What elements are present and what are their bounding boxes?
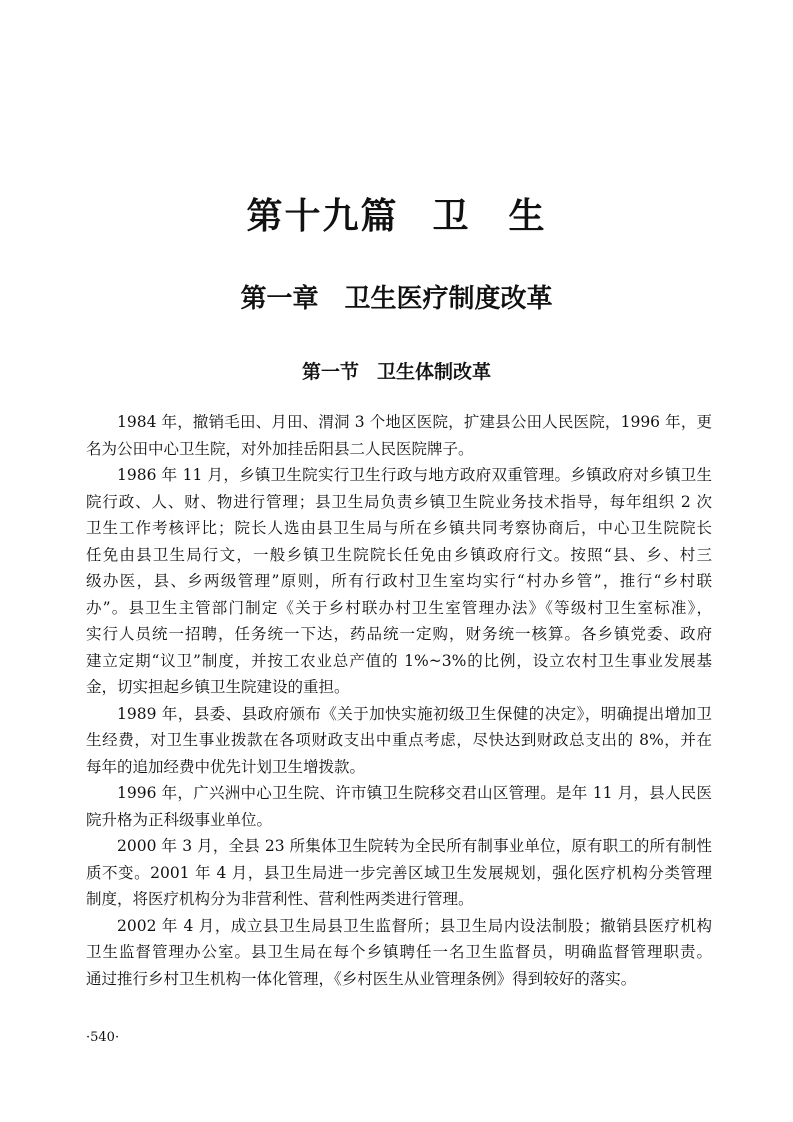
- text-line: 办”。县卫生主管部门制定《关于乡村联办村卫生室管理办法》《等级村卫生室标准》，: [86, 598, 712, 617]
- text-line: 卫生工作考核评比；院长人选由县卫生局与所在乡镇共同考察协商后，中心卫生院院长: [86, 519, 712, 537]
- chapter-title: [0, 278, 793, 315]
- part-name: 卫 生: [432, 195, 547, 237]
- section-name: 卫生体制改革: [377, 361, 492, 383]
- chapter-name: 卫生医疗制度改革: [344, 284, 553, 314]
- part-number: 第十九篇: [246, 195, 399, 237]
- text-line: 卫生监督管理办公室。县卫生局在每个乡镇聘任一名卫生监督员，明确监督管理职责。: [86, 943, 712, 961]
- text-line: 院升格为正科级事业单位。: [86, 810, 273, 829]
- text-line: 建立定期“议卫”制度，并按工农业总产值的 1%~3%的比例，设立农村卫生事业发展基: [86, 651, 712, 670]
- text-line: 名为公田中心卫生院，对外加挂岳阳县二人民医院牌子。: [86, 439, 474, 458]
- text-line: 制度，将医疗机构分为非营利性、营利性两类进行管理。: [86, 890, 474, 908]
- text-line: 1984 年，撤销毛田、月田、渭洞 3 个地区医院，扩建县公田人民医院，1996 年，更: [117, 413, 712, 431]
- text-line: 任免由县卫生局行文，一般乡镇卫生院院长任免由乡镇政府行文。按照“县、乡、村三: [86, 545, 712, 564]
- text-line: 生经费，对卫生事业拨款在各项财政支出中重点考虑，尽快达到财政总支出的 8%，并在: [86, 731, 712, 749]
- part-title: [0, 188, 793, 239]
- section-title: [0, 357, 793, 384]
- text-line: 级办医，县、乡两级管理”原则，所有行政村卫生室均实行“村办乡管”，推行“乡村联: [86, 572, 712, 590]
- chapter-number: 第一章: [240, 284, 319, 314]
- paragraph: [86, 780, 712, 833]
- page-number: ·540·: [86, 1030, 120, 1045]
- text-line: 1996 年，广兴洲中心卫生院、许市镇卫生院移交君山区管理。是年 11 月，县人民医: [117, 784, 712, 802]
- body-text: [86, 409, 712, 992]
- section-number: 第一节: [301, 361, 359, 383]
- text-line: 每年的追加经费中优先计划卫生增拨款。: [86, 757, 366, 776]
- paragraph: [86, 462, 712, 701]
- text-line: 2002 年 4 月，成立县卫生局县卫生监督所；县卫生局内设法制股；撤销县医疗机构: [117, 916, 712, 935]
- paragraph: [86, 409, 712, 462]
- text-line: 1986 年 11 月，乡镇卫生院实行卫生行政与地方政府双重管理。乡镇政府对乡镇卫生: [117, 466, 712, 484]
- text-line: 金，切实担起乡镇卫生院建设的重担。: [86, 678, 350, 696]
- text-line: 院行政、人、财、物进行管理；县卫生局负责乡镇卫生院业务技术指导，每年组织 2 次: [86, 492, 712, 511]
- paragraph: [86, 701, 712, 781]
- text-line: 质不变。2001 年 4 月，县卫生局进一步完善区域卫生发展规划，强化医疗机构分类管理: [86, 863, 712, 882]
- paragraph: [86, 913, 712, 993]
- text-line: 2000 年 3 月，全县 23 所集体卫生院转为全民所有制事业单位，原有职工的所有制性: [117, 837, 712, 855]
- text-line: 实行人员统一招聘，任务统一下达，药品统一定购，财务统一核算。各乡镇党委、政府: [86, 625, 712, 643]
- paragraph: [86, 833, 712, 913]
- text-line: 通过推行乡村卫生机构一体化管理，《乡村医生从业管理条例》得到较好的落实。: [86, 969, 637, 988]
- text-line: 1989 年，县委、县政府颁布《关于加快实施初级卫生保健的决定》，明确提出增加卫: [117, 704, 712, 723]
